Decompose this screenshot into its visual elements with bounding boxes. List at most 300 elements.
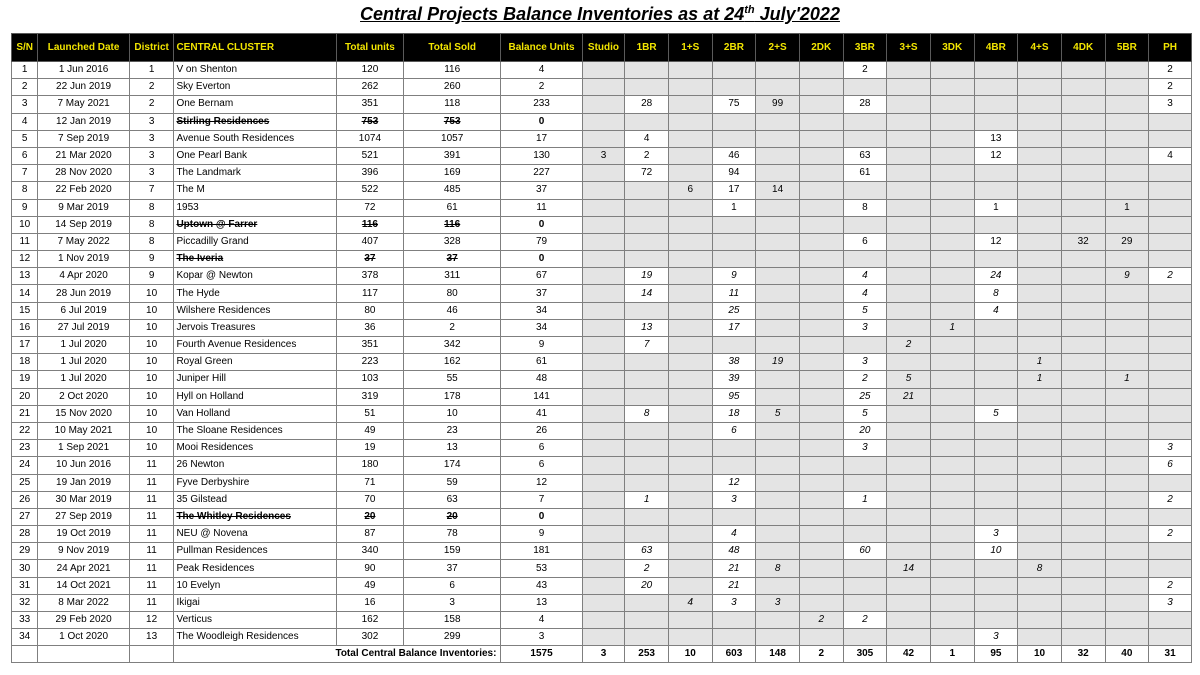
unit-cell-4-plus-s — [1018, 251, 1062, 268]
balance-units-cell: 0 — [501, 508, 582, 525]
total-units-cell: 71 — [336, 474, 403, 491]
unit-cell-3br: 25 — [843, 388, 887, 405]
unit-cell-1br — [625, 199, 669, 216]
total-sold-cell: 159 — [403, 543, 500, 560]
table-row — [12, 268, 1192, 285]
launch-date-cell: 7 May 2022 — [38, 233, 129, 250]
sn-cell: 22 — [12, 422, 38, 439]
column-header-4dk: 4DK — [1061, 34, 1105, 62]
unit-cell-4-plus-s — [1018, 233, 1062, 250]
sn-cell: 9 — [12, 199, 38, 216]
unit-cell-3br: 6 — [843, 233, 887, 250]
table-row — [12, 422, 1192, 439]
unit-cell-2br — [712, 130, 756, 147]
sn-cell: 26 — [12, 491, 38, 508]
unit-cell-studio — [582, 526, 625, 543]
unit-cell-2-plus-s — [756, 526, 800, 543]
unit-cell-1-plus-s — [668, 508, 712, 525]
total-units-cell: 80 — [336, 302, 403, 319]
unit-cell-2-plus-s — [756, 113, 800, 130]
total-sold-cell: 162 — [403, 354, 500, 371]
launch-date-cell: 1 Jul 2020 — [38, 354, 129, 371]
unit-cell-ph — [1149, 285, 1192, 302]
total-units-cell: 87 — [336, 526, 403, 543]
unit-cell-2-plus-s: 8 — [756, 560, 800, 577]
unit-cell-2br: 11 — [712, 285, 756, 302]
unit-cell-2br: 17 — [712, 182, 756, 199]
unit-cell-1-plus-s — [668, 216, 712, 233]
district-cell: 11 — [129, 560, 174, 577]
unit-cell-3br — [843, 113, 887, 130]
unit-cell-1br: 13 — [625, 319, 669, 336]
balance-units-cell: 9 — [501, 337, 582, 354]
unit-cell-1br: 72 — [625, 165, 669, 182]
unit-cell-3br — [843, 337, 887, 354]
unit-cell-4-plus-s — [1018, 165, 1062, 182]
total-units-cell: 16 — [336, 594, 403, 611]
unit-cell-4-plus-s — [1018, 319, 1062, 336]
unit-cell-3-plus-s: 5 — [887, 371, 931, 388]
sn-cell: 23 — [12, 440, 38, 457]
total-unit-cell-2br: 603 — [712, 646, 756, 663]
unit-cell-ph — [1149, 508, 1192, 525]
unit-cell-1br: 14 — [625, 285, 669, 302]
unit-cell-2dk — [799, 199, 843, 216]
unit-cell-2dk — [799, 285, 843, 302]
column-header-launched-date: Launched Date — [38, 34, 129, 62]
unit-cell-2-plus-s: 5 — [756, 405, 800, 422]
table-row — [12, 62, 1192, 79]
column-header-3-plus-s: 3+S — [887, 34, 931, 62]
district-cell: 3 — [129, 113, 174, 130]
unit-cell-4-plus-s — [1018, 268, 1062, 285]
unit-cell-2br: 12 — [712, 474, 756, 491]
launch-date-cell: 24 Apr 2021 — [38, 560, 129, 577]
unit-cell-ph: 3 — [1149, 96, 1192, 113]
unit-cell-studio — [582, 440, 625, 457]
column-header-3br: 3BR — [843, 34, 887, 62]
unit-cell-ph — [1149, 130, 1192, 147]
unit-cell-2dk — [799, 216, 843, 233]
total-unit-cell-1br: 253 — [625, 646, 669, 663]
launch-date-cell: 21 Mar 2020 — [38, 147, 129, 164]
unit-cell-1br: 7 — [625, 337, 669, 354]
unit-cell-3dk — [930, 285, 974, 302]
unit-cell-2br: 46 — [712, 147, 756, 164]
unit-cell-4-plus-s — [1018, 594, 1062, 611]
total-units-cell: 407 — [336, 233, 403, 250]
balance-units-cell: 34 — [501, 302, 582, 319]
total-sold-cell: 485 — [403, 182, 500, 199]
total-sold-cell: 116 — [403, 62, 500, 79]
unit-cell-5br — [1105, 96, 1149, 113]
unit-cell-5br — [1105, 440, 1149, 457]
unit-cell-1-plus-s — [668, 302, 712, 319]
unit-cell-studio — [582, 79, 625, 96]
unit-cell-2br: 6 — [712, 422, 756, 439]
unit-cell-4br — [974, 422, 1018, 439]
balance-units-cell: 4 — [501, 62, 582, 79]
unit-cell-2-plus-s: 99 — [756, 96, 800, 113]
unit-cell-3-plus-s — [887, 354, 931, 371]
unit-cell-3dk — [930, 251, 974, 268]
total-blank-cell — [12, 646, 38, 663]
unit-cell-1br — [625, 629, 669, 646]
unit-cell-3-plus-s — [887, 199, 931, 216]
column-header-1br: 1BR — [625, 34, 669, 62]
unit-cell-5br — [1105, 491, 1149, 508]
unit-cell-5br — [1105, 62, 1149, 79]
unit-cell-4dk — [1061, 422, 1105, 439]
total-sold-cell: 116 — [403, 216, 500, 233]
unit-cell-4dk — [1061, 285, 1105, 302]
total-unit-cell-2-plus-s: 148 — [756, 646, 800, 663]
total-sold-cell: 1057 — [403, 130, 500, 147]
column-header-ph: PH — [1149, 34, 1192, 62]
sn-cell: 24 — [12, 457, 38, 474]
unit-cell-4-plus-s — [1018, 405, 1062, 422]
district-cell: 3 — [129, 130, 174, 147]
unit-cell-4-plus-s — [1018, 182, 1062, 199]
unit-cell-studio — [582, 491, 625, 508]
unit-cell-studio — [582, 251, 625, 268]
unit-cell-4dk — [1061, 268, 1105, 285]
unit-cell-2dk — [799, 96, 843, 113]
balance-units-cell: 6 — [501, 440, 582, 457]
unit-cell-5br — [1105, 474, 1149, 491]
unit-cell-4br: 1 — [974, 199, 1018, 216]
unit-cell-3dk — [930, 594, 974, 611]
district-cell: 11 — [129, 508, 174, 525]
launch-date-cell: 9 Nov 2019 — [38, 543, 129, 560]
balance-units-cell: 13 — [501, 594, 582, 611]
launch-date-cell: 27 Jul 2019 — [38, 319, 129, 336]
unit-cell-studio — [582, 354, 625, 371]
sn-cell: 33 — [12, 612, 38, 629]
unit-cell-2dk — [799, 594, 843, 611]
unit-cell-3br: 8 — [843, 199, 887, 216]
unit-cell-4dk — [1061, 182, 1105, 199]
sn-cell: 4 — [12, 113, 38, 130]
unit-cell-3br — [843, 577, 887, 594]
unit-cell-2br: 4 — [712, 526, 756, 543]
unit-cell-2dk: 2 — [799, 612, 843, 629]
unit-cell-2dk — [799, 388, 843, 405]
unit-cell-1br — [625, 113, 669, 130]
project-name-cell: Avenue South Residences — [174, 130, 336, 147]
sn-cell: 25 — [12, 474, 38, 491]
unit-cell-studio — [582, 113, 625, 130]
total-units-cell: 180 — [336, 457, 403, 474]
unit-cell-3-plus-s — [887, 629, 931, 646]
unit-cell-ph — [1149, 216, 1192, 233]
unit-cell-studio — [582, 577, 625, 594]
unit-cell-2-plus-s — [756, 577, 800, 594]
launch-date-cell: 30 Mar 2019 — [38, 491, 129, 508]
unit-cell-ph — [1149, 165, 1192, 182]
unit-cell-studio — [582, 457, 625, 474]
total-sold-cell: 59 — [403, 474, 500, 491]
unit-cell-ph: 2 — [1149, 577, 1192, 594]
unit-cell-3br — [843, 79, 887, 96]
unit-cell-2-plus-s — [756, 79, 800, 96]
unit-cell-5br — [1105, 182, 1149, 199]
project-name-cell: Juniper Hill — [174, 371, 336, 388]
unit-cell-1-plus-s — [668, 268, 712, 285]
total-label-cell: Total Central Balance Inventories: — [174, 646, 501, 663]
unit-cell-4-plus-s — [1018, 96, 1062, 113]
unit-cell-2br — [712, 508, 756, 525]
unit-cell-4br — [974, 594, 1018, 611]
unit-cell-2dk — [799, 457, 843, 474]
unit-cell-5br: 9 — [1105, 268, 1149, 285]
district-cell: 3 — [129, 165, 174, 182]
unit-cell-4br: 13 — [974, 130, 1018, 147]
project-name-cell: 35 Gilstead — [174, 491, 336, 508]
unit-cell-1-plus-s — [668, 388, 712, 405]
district-cell: 2 — [129, 96, 174, 113]
total-sold-cell: 391 — [403, 147, 500, 164]
unit-cell-3-plus-s — [887, 302, 931, 319]
total-sold-cell: 63 — [403, 491, 500, 508]
total-units-cell: 162 — [336, 612, 403, 629]
table-row — [12, 199, 1192, 216]
unit-cell-ph: 2 — [1149, 491, 1192, 508]
unit-cell-1-plus-s — [668, 62, 712, 79]
unit-cell-3br — [843, 594, 887, 611]
unit-cell-studio — [582, 337, 625, 354]
unit-cell-2br — [712, 457, 756, 474]
unit-cell-3br: 2 — [843, 612, 887, 629]
unit-cell-2dk — [799, 474, 843, 491]
total-units-cell: 120 — [336, 62, 403, 79]
unit-cell-ph: 4 — [1149, 147, 1192, 164]
project-name-cell: Sky Everton — [174, 79, 336, 96]
project-name-cell: Kopar @ Newton — [174, 268, 336, 285]
unit-cell-ph — [1149, 302, 1192, 319]
unit-cell-studio — [582, 371, 625, 388]
unit-cell-studio — [582, 543, 625, 560]
unit-cell-2-plus-s — [756, 388, 800, 405]
sn-cell: 7 — [12, 165, 38, 182]
total-units-cell: 223 — [336, 354, 403, 371]
unit-cell-3br: 61 — [843, 165, 887, 182]
unit-cell-5br — [1105, 508, 1149, 525]
sn-cell: 18 — [12, 354, 38, 371]
total-units-cell: 117 — [336, 285, 403, 302]
unit-cell-4br: 12 — [974, 147, 1018, 164]
sn-cell: 32 — [12, 594, 38, 611]
unit-cell-2-plus-s — [756, 130, 800, 147]
unit-cell-4br — [974, 113, 1018, 130]
sn-cell: 11 — [12, 233, 38, 250]
unit-cell-1-plus-s — [668, 440, 712, 457]
balance-units-cell: 181 — [501, 543, 582, 560]
unit-cell-5br — [1105, 302, 1149, 319]
unit-cell-1-plus-s — [668, 79, 712, 96]
unit-cell-3br — [843, 130, 887, 147]
unit-cell-3-plus-s — [887, 113, 931, 130]
unit-cell-studio: 3 — [582, 147, 625, 164]
total-balance-cell: 1575 — [501, 646, 582, 663]
launch-date-cell: 1 Jul 2020 — [38, 371, 129, 388]
total-sold-cell: 46 — [403, 302, 500, 319]
unit-cell-3dk — [930, 62, 974, 79]
unit-cell-1-plus-s — [668, 319, 712, 336]
balance-units-cell: 43 — [501, 577, 582, 594]
table-row — [12, 130, 1192, 147]
unit-cell-5br — [1105, 130, 1149, 147]
unit-cell-2-plus-s — [756, 302, 800, 319]
column-header-4-plus-s: 4+S — [1018, 34, 1062, 62]
unit-cell-2-plus-s — [756, 199, 800, 216]
project-name-cell: Ikigai — [174, 594, 336, 611]
total-unit-cell-4-plus-s: 10 — [1018, 646, 1062, 663]
unit-cell-4br — [974, 354, 1018, 371]
unit-cell-1br — [625, 233, 669, 250]
unit-cell-4dk — [1061, 165, 1105, 182]
district-cell: 10 — [129, 388, 174, 405]
unit-cell-2dk — [799, 182, 843, 199]
unit-cell-2dk — [799, 302, 843, 319]
unit-cell-4-plus-s — [1018, 422, 1062, 439]
launch-date-cell: 10 May 2021 — [38, 422, 129, 439]
column-header-s-n: S/N — [12, 34, 38, 62]
unit-cell-1br: 1 — [625, 491, 669, 508]
sn-cell: 17 — [12, 337, 38, 354]
unit-cell-5br — [1105, 594, 1149, 611]
unit-cell-ph: 6 — [1149, 457, 1192, 474]
unit-cell-3br: 3 — [843, 440, 887, 457]
unit-cell-ph: 2 — [1149, 526, 1192, 543]
unit-cell-3dk — [930, 147, 974, 164]
unit-cell-3br: 5 — [843, 302, 887, 319]
district-cell: 11 — [129, 594, 174, 611]
unit-cell-2dk — [799, 526, 843, 543]
unit-cell-4-plus-s — [1018, 337, 1062, 354]
balance-units-cell: 17 — [501, 130, 582, 147]
district-cell: 10 — [129, 440, 174, 457]
unit-cell-5br: 29 — [1105, 233, 1149, 250]
unit-cell-studio — [582, 199, 625, 216]
total-sold-cell: 78 — [403, 526, 500, 543]
unit-cell-3br — [843, 629, 887, 646]
table-row — [12, 491, 1192, 508]
unit-cell-1-plus-s — [668, 251, 712, 268]
unit-cell-3-plus-s — [887, 508, 931, 525]
unit-cell-4br: 8 — [974, 285, 1018, 302]
unit-cell-2br: 21 — [712, 560, 756, 577]
balance-units-cell: 12 — [501, 474, 582, 491]
column-header-2-plus-s: 2+S — [756, 34, 800, 62]
unit-cell-4br — [974, 96, 1018, 113]
unit-cell-4br — [974, 474, 1018, 491]
unit-cell-4-plus-s — [1018, 62, 1062, 79]
unit-cell-4dk — [1061, 96, 1105, 113]
project-name-cell: Peak Residences — [174, 560, 336, 577]
total-units-cell: 378 — [336, 268, 403, 285]
unit-cell-3br — [843, 182, 887, 199]
unit-cell-3br: 2 — [843, 371, 887, 388]
district-cell: 9 — [129, 251, 174, 268]
total-unit-cell-4br: 95 — [974, 646, 1018, 663]
unit-cell-ph: 2 — [1149, 79, 1192, 96]
sn-cell: 29 — [12, 543, 38, 560]
unit-cell-5br — [1105, 354, 1149, 371]
table-row — [12, 612, 1192, 629]
unit-cell-studio — [582, 612, 625, 629]
total-unit-cell-3br: 305 — [843, 646, 887, 663]
unit-cell-4dk — [1061, 199, 1105, 216]
total-units-cell: 521 — [336, 147, 403, 164]
unit-cell-4dk — [1061, 371, 1105, 388]
unit-cell-2br — [712, 629, 756, 646]
balance-units-cell: 141 — [501, 388, 582, 405]
launch-date-cell: 8 Mar 2022 — [38, 594, 129, 611]
unit-cell-1br: 8 — [625, 405, 669, 422]
launch-date-cell: 10 Jun 2016 — [38, 457, 129, 474]
unit-cell-5br — [1105, 113, 1149, 130]
district-cell: 10 — [129, 371, 174, 388]
unit-cell-4dk — [1061, 474, 1105, 491]
unit-cell-3dk — [930, 233, 974, 250]
total-units-cell: 319 — [336, 388, 403, 405]
district-cell: 8 — [129, 199, 174, 216]
unit-cell-4-plus-s — [1018, 543, 1062, 560]
unit-cell-3dk — [930, 405, 974, 422]
district-cell: 11 — [129, 543, 174, 560]
total-sold-cell: 10 — [403, 405, 500, 422]
balance-units-cell: 4 — [501, 612, 582, 629]
unit-cell-4-plus-s — [1018, 474, 1062, 491]
unit-cell-2dk — [799, 422, 843, 439]
inventory-table — [11, 33, 1192, 663]
unit-cell-4br — [974, 251, 1018, 268]
total-units-cell: 351 — [336, 96, 403, 113]
unit-cell-5br — [1105, 629, 1149, 646]
unit-cell-studio — [582, 319, 625, 336]
unit-cell-ph — [1149, 319, 1192, 336]
unit-cell-1br — [625, 79, 669, 96]
unit-cell-3-plus-s — [887, 526, 931, 543]
unit-cell-1br: 63 — [625, 543, 669, 560]
unit-cell-1-plus-s — [668, 526, 712, 543]
unit-cell-3dk — [930, 457, 974, 474]
balance-units-cell: 61 — [501, 354, 582, 371]
unit-cell-3dk — [930, 337, 974, 354]
unit-cell-2br: 17 — [712, 319, 756, 336]
unit-cell-2br: 1 — [712, 199, 756, 216]
unit-cell-2dk — [799, 337, 843, 354]
district-cell: 2 — [129, 79, 174, 96]
total-units-cell: 262 — [336, 79, 403, 96]
unit-cell-4br: 12 — [974, 233, 1018, 250]
unit-cell-studio — [582, 96, 625, 113]
sn-cell: 34 — [12, 629, 38, 646]
sn-cell: 6 — [12, 147, 38, 164]
unit-cell-1br — [625, 251, 669, 268]
unit-cell-ph — [1149, 629, 1192, 646]
table-row — [12, 216, 1192, 233]
unit-cell-studio — [582, 560, 625, 577]
unit-cell-2-plus-s: 19 — [756, 354, 800, 371]
district-cell: 10 — [129, 405, 174, 422]
unit-cell-4br: 3 — [974, 526, 1018, 543]
unit-cell-ph: 3 — [1149, 594, 1192, 611]
table-row — [12, 113, 1192, 130]
project-name-cell: 10 Evelyn — [174, 577, 336, 594]
unit-cell-4-plus-s — [1018, 629, 1062, 646]
